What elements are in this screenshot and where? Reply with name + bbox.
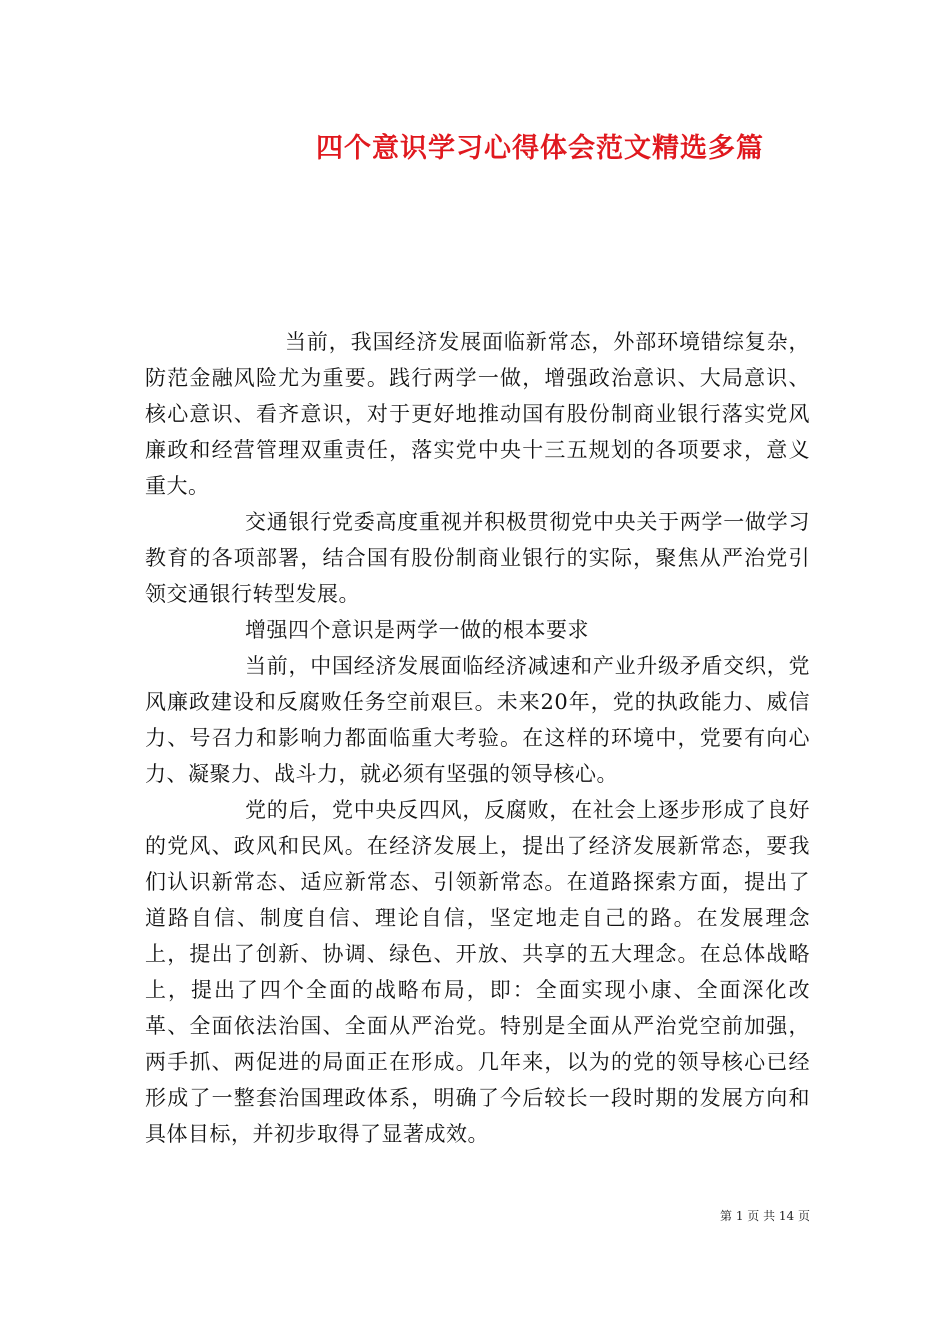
document-title: 四个意识学习心得体会范文精选多篇 bbox=[316, 133, 764, 164]
paragraph-economy: 当前，中国经济发展面临经济减速和产业升级矛盾交织，党风廉政建设和反腐败任务空前艰巨。未来20年，党的执政能力、威信力、号召力和影响力都面临重大考验。在这样的环境中，党要有向心力、凝聚力、战斗力，就必须有坚强的领导核心。 bbox=[145, 654, 810, 786]
paragraph-intro: 当前，我国经济发展面临新常态，外部环境错综复杂，防范金融风险尤为重要。践行两学一做，增强政治意识、大局意识、核心意识、看齐意识，对于更好地推动国有股份制商业银行落实党风廉政和经营管理双重责任，落实党中央十三五规划的各项要求，意义重大。 bbox=[145, 330, 810, 498]
section-heading: 增强四个意识是两学一做的根本要求 bbox=[245, 618, 589, 642]
document-body bbox=[145, 324, 810, 1152]
page-number: 第 1 页 共 14 页 bbox=[720, 1209, 810, 1223]
paragraph-party-achievements: 党的后，党中央反四风，反腐败，在社会上逐步形成了良好的党风、政风和民风。在经济发展上，提出了经济发展新常态，要我们认识新常态、适应新常态、引领新常态。在道路探索方面，提出了道路自信、制度自信、理论自信，坚定地走自己的路。在发展理念上，提出了创新、协调、绿色、开放、共享的五大理念。在总体战略上，提出了四个全面的战略布局，即：全面实现小康、全面深化改革、全面依法治国、全面从严治党。特别是全面从严治党空前加强，两手抓、两促进的局面正在形成。几年来，以为的党的领导核心已经形成了一整套治国理政体系，明确了今后较长一段时期的发展方向和具体目标，并初步取得了显著成效。 bbox=[145, 798, 810, 1146]
paragraph-bank-committee: 交通银行党委高度重视并积极贯彻党中央关于两学一做学习教育的各项部署，结合国有股份制商业银行的实际，聚焦从严治党引领交通银行转型发展。 bbox=[145, 510, 810, 606]
